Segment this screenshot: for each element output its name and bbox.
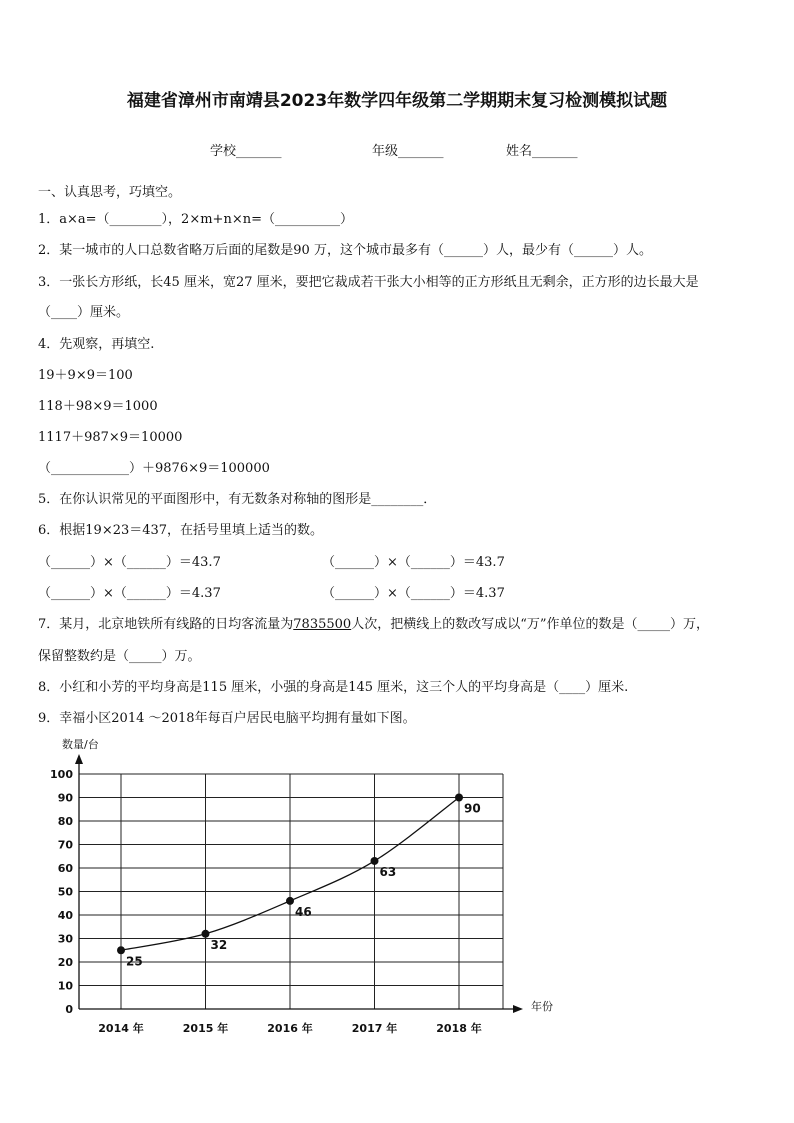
x-tick-label: 2017 年: [351, 1022, 398, 1035]
y-tick-label: 40: [57, 909, 73, 922]
y-tick-label: 10: [57, 979, 73, 993]
data-point: [117, 946, 125, 954]
question-4-eq3: 1117＋987×9＝10000: [38, 430, 183, 445]
data-label: 63: [379, 864, 397, 879]
x-tick-label: 2018 年: [436, 1022, 482, 1035]
question-6-b: （______）×（______）＝43.7: [322, 555, 505, 570]
y-tick-label: 50: [57, 885, 73, 899]
question-6-c: （______）×（______）＝4.37: [38, 586, 221, 601]
y-tick-label: 80: [57, 815, 73, 828]
question-6-d: （______）×（______）＝4.37: [322, 586, 505, 601]
y-tick-label: 90: [57, 791, 73, 805]
question-6-a: （______）×（______）＝43.7: [38, 555, 221, 570]
y-axis-arrow: [75, 754, 83, 764]
x-axis-label: 年份: [531, 1000, 553, 1013]
question-4-eq2: 118＋98×9＝1000: [38, 399, 158, 414]
question-7-post: 人次，把横线上的数改写成以“万”作单位的数是（_____）万，: [351, 617, 709, 632]
data-label: 90: [464, 801, 481, 816]
x-axis-arrow: [513, 1005, 523, 1013]
x-tick-label: 2014 年: [98, 1022, 144, 1035]
y-tick-label: 0: [65, 1003, 73, 1016]
y-tick-label: 60: [57, 862, 73, 875]
data-label: 25: [126, 954, 143, 969]
x-tick-label: 2015 年: [182, 1022, 229, 1035]
question-4-eq4: （____________）＋9876×9＝100000: [38, 461, 270, 476]
name-field: 姓名_______: [506, 144, 578, 159]
school-field: 学校_______: [210, 144, 282, 159]
y-tick-label: 100: [50, 768, 73, 781]
y-axis-label: 数量/台: [62, 738, 99, 751]
series-line: [121, 798, 459, 951]
data-point: [202, 930, 210, 938]
question-3-line1: 3．一张长方形纸，长45 厘米，宽27 厘米，要把它裁成若干张大小相等的正方形纸且无剩余，正方形的边长最大是: [38, 275, 699, 290]
question-2: 2．某一城市的人口总数省略万后面的尾数是90 万，这个城市最多有（______）人，最少有（______）人。: [38, 243, 652, 258]
section-heading: 一、认真思考，巧填空。: [38, 185, 182, 200]
question-7-number: 7835500: [293, 617, 352, 632]
question-3-line2: （____）厘米。: [38, 305, 130, 320]
question-7-pre: 7．某月，北京地铁所有线路的日均客流量为: [38, 617, 294, 632]
question-9: 9．幸福小区2014 ～2018年每百户居民电脑平均拥有量如下图。: [38, 711, 416, 726]
grade-field: 年级_______: [372, 144, 444, 159]
question-7-line2: 保留整数约是（_____）万。: [38, 649, 201, 664]
question-4-eq1: 19＋9×9＝100: [38, 368, 133, 383]
question-1: 1．a×a=（________），2×m+n×n=（__________）: [38, 212, 353, 227]
data-point: [286, 897, 294, 905]
y-tick-label: 30: [57, 932, 73, 946]
data-point: [455, 794, 463, 802]
question-8: 8．小红和小芳的平均身高是115 厘米，小强的身高是145 厘米，这三个人的平均身高是（____）厘米.: [38, 680, 629, 695]
question-4: 4．先观察，再填空.: [38, 337, 155, 352]
data-point: [371, 857, 379, 865]
question-5: 5．在你认识常见的平面图形中，有无数条对称轴的图形是________．: [38, 492, 437, 507]
data-label: 46: [295, 904, 312, 919]
x-tick-label: 2016 年: [267, 1022, 313, 1035]
question-7: [38, 613, 709, 632]
data-label: 32: [210, 937, 228, 952]
page-title: 福建省漳州市南靖县2023年数学四年级第二学期期末复习检测模拟试题: [126, 91, 668, 111]
question-6: 6．根据19×23＝437，在括号里填上适当的数。: [38, 523, 324, 538]
y-tick-label: 20: [57, 956, 73, 969]
y-tick-label: 70: [57, 838, 73, 852]
